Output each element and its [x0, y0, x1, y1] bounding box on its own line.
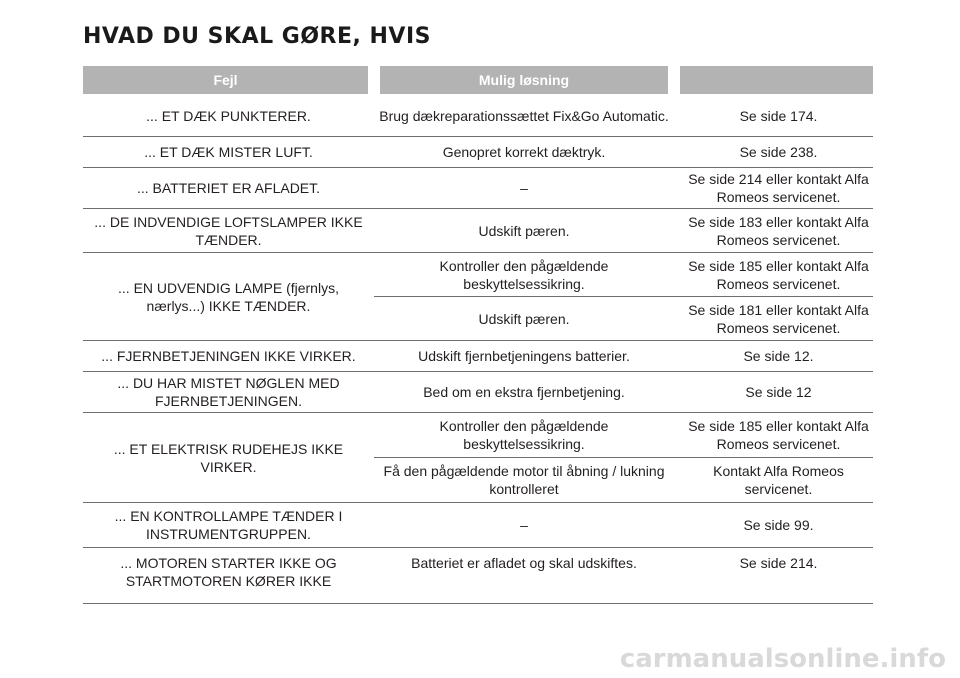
fault-cell: ... MOTOREN STARTER IKKE OG STARTMOTOREN KØRER IKKE: [83, 548, 374, 604]
fault-cell: ... ET DÆK MISTER LUFT.: [83, 137, 374, 168]
fault-cell: ... ET DÆK PUNKTERER.: [83, 95, 374, 137]
fault-cell: ... ET ELEKTRISK RUDEHEJS IKKE VIRKER.: [83, 413, 374, 503]
reference-cell: Se side 238.: [674, 137, 873, 168]
reference-cell: Se side 214 eller kontakt Alfa Romeos servicenet.: [674, 168, 873, 209]
reference-cell: Se side 214.: [674, 548, 873, 604]
solution-cell: Brug dækreparationssættet Fix&Go Automatic.: [374, 95, 674, 137]
solution-cell: –: [374, 503, 674, 548]
table-row: [83, 372, 873, 413]
fault-cell: ... EN UDVENDIG LAMPE (fjernlys, nærlys...) IKKE TÆNDER.: [83, 253, 374, 341]
fault-cell: ... BATTERIET ER AFLADET.: [83, 168, 374, 209]
troubleshooting-table: [83, 66, 873, 604]
table-row: [83, 548, 873, 604]
solution-cell: Kontroller den pågældende beskyttelsessikring.: [374, 413, 674, 458]
header-reference: [674, 66, 873, 95]
fault-cell: ... EN KONTROLLAMPE TÆNDER I INSTRUMENTGRUPPEN.: [83, 503, 374, 548]
reference-cell: Se side 185 eller kontakt Alfa Romeos servicenet.: [674, 413, 873, 458]
fault-cell: ... DU HAR MISTET NØGLEN MED FJERNBETJENINGEN.: [83, 372, 374, 413]
table-header-row: [83, 66, 873, 95]
solution-cell: Få den pågældende motor til åbning / lukning kontrolleret: [374, 458, 674, 503]
reference-cell: Se side 183 eller kontakt Alfa Romeos servicenet.: [674, 209, 873, 253]
solution-cell: Genopret korrekt dæktryk.: [374, 137, 674, 168]
reference-cell: Se side 185 eller kontakt Alfa Romeos servicenet.: [674, 253, 873, 297]
reference-cell: Se side 12: [674, 372, 873, 413]
table-row: [83, 168, 873, 209]
fault-cell: ... FJERNBETJENINGEN IKKE VIRKER.: [83, 341, 374, 372]
table-row: [83, 341, 873, 372]
table-row: [83, 137, 873, 168]
page-title: HVAD DU SKAL GØRE, HVIS: [83, 24, 431, 49]
watermark-text: carmanualsonline.info: [619, 644, 946, 674]
table-row: [83, 95, 873, 137]
reference-cell: Se side 181 eller kontakt Alfa Romeos servicenet.: [674, 297, 873, 341]
solution-cell: Udskift fjernbetjeningens batterier.: [374, 341, 674, 372]
table-row: [83, 413, 873, 458]
solution-cell: Batteriet er afladet og skal udskiftes.: [374, 548, 674, 604]
fault-cell: ... DE INDVENDIGE LOFTSLAMPER IKKE TÆNDER.: [83, 209, 374, 253]
reference-cell: Kontakt Alfa Romeos servicenet.: [674, 458, 873, 503]
reference-cell: Se side 12.: [674, 341, 873, 372]
solution-cell: Udskift pæren.: [374, 209, 674, 253]
header-solution: Mulig løsning: [374, 66, 674, 95]
header-fault: Fejl: [83, 66, 374, 95]
reference-cell: Se side 99.: [674, 503, 873, 548]
solution-cell: Kontroller den pågældende beskyttelsessikring.: [374, 253, 674, 297]
table-row: [83, 209, 873, 253]
solution-cell: Udskift pæren.: [374, 297, 674, 341]
solution-cell: –: [374, 168, 674, 209]
solution-cell: Bed om en ekstra fjernbetjening.: [374, 372, 674, 413]
reference-cell: Se side 174.: [674, 95, 873, 137]
table-row: [83, 253, 873, 297]
table-row: [83, 503, 873, 548]
